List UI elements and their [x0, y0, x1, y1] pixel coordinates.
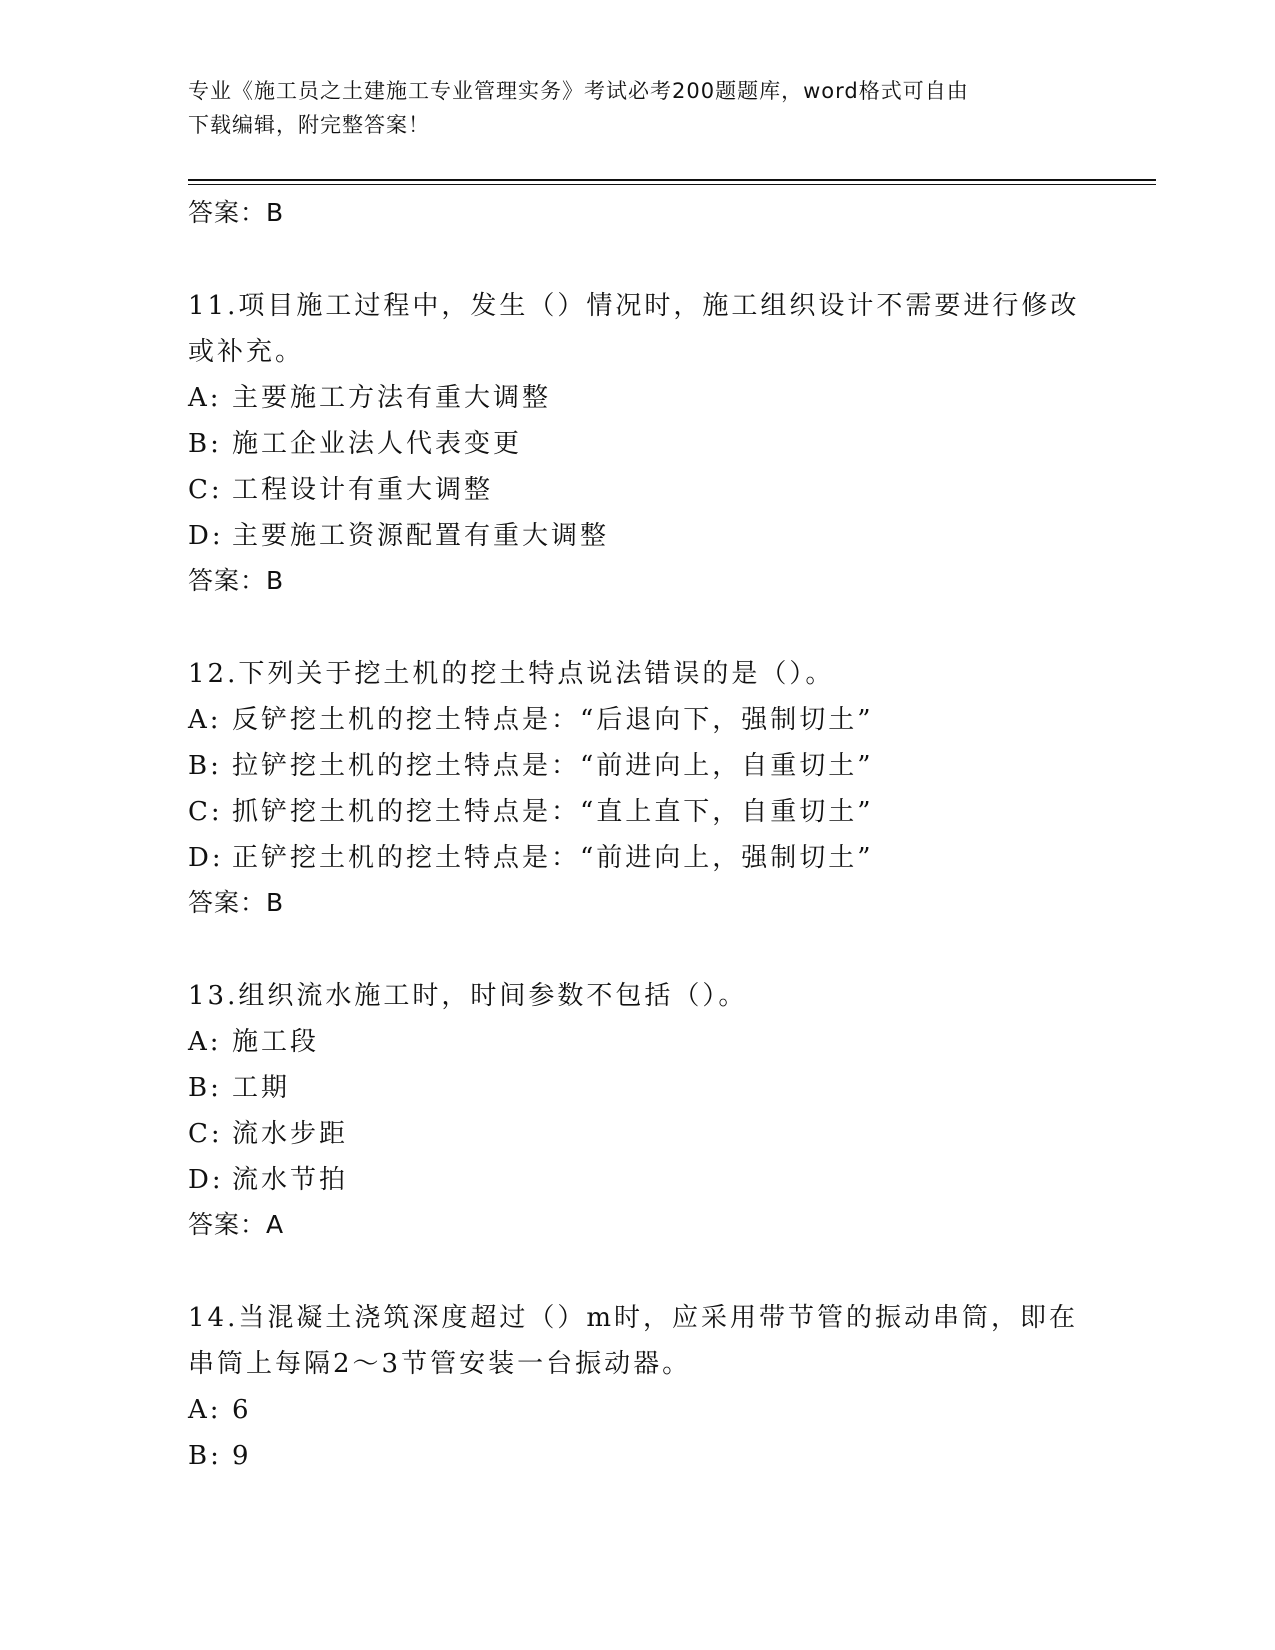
spacer — [188, 1247, 1088, 1295]
option-letter: A: — [188, 383, 222, 413]
option-letter: C: — [188, 797, 223, 827]
option-b — [188, 421, 1088, 467]
option-d — [188, 513, 1088, 559]
question-text: 13.组织流水施工时，时间参数不包括（）。 — [188, 981, 748, 1011]
question-12 — [188, 651, 1088, 925]
option-b — [188, 1433, 1088, 1479]
option-c — [188, 789, 1088, 835]
header-rule-thin — [188, 184, 1156, 185]
option-letter: D: — [188, 843, 224, 873]
option-text: 工程设计有重大调整 — [232, 475, 494, 505]
header-rule-thick — [188, 179, 1156, 181]
option-text: 工期 — [232, 1073, 291, 1103]
option-text: 正铲挖土机的挖土特点是：“前进向上，强制切土” — [232, 843, 874, 873]
option-a — [188, 697, 1088, 743]
question-list — [188, 191, 1088, 1479]
option-a — [188, 375, 1088, 421]
question-text-continued: 串筒上每隔2～3节管安装一台振动器。 — [188, 1349, 692, 1379]
spacer — [188, 603, 1088, 651]
option-letter: A: — [188, 1027, 222, 1057]
option-letter: A: — [188, 1395, 222, 1425]
header-line-1: 专业《施工员之土建施工专业管理实务》考试必考200题题库，word格式可自由 — [188, 79, 969, 103]
option-letter: B: — [188, 429, 222, 459]
option-c — [188, 467, 1088, 513]
question-13 — [188, 973, 1088, 1247]
option-text: 拉铲挖土机的挖土特点是：“前进向上，自重切土” — [232, 751, 874, 781]
header-line-2: 下载编辑，附完整答案！ — [188, 113, 430, 137]
question-text: 11.项目施工过程中，发生（）情况时，施工组织设计不需要进行修改 — [188, 291, 1080, 321]
option-d — [188, 835, 1088, 881]
option-letter: D: — [188, 521, 224, 551]
option-letter: B: — [188, 751, 222, 781]
option-c — [188, 1111, 1088, 1157]
spacer — [188, 925, 1088, 973]
document-header — [188, 74, 1068, 142]
option-text: 主要施工资源配置有重大调整 — [232, 521, 610, 551]
option-text: 反铲挖土机的挖土特点是：“后退向下，强制切土” — [232, 705, 874, 735]
option-a — [188, 1019, 1088, 1065]
option-b — [188, 743, 1088, 789]
question-11 — [188, 283, 1088, 603]
option-letter: B: — [188, 1441, 222, 1471]
question-14 — [188, 1295, 1088, 1479]
answer-line: 答案：B — [188, 888, 285, 917]
option-text: 施工企业法人代表变更 — [232, 429, 523, 459]
option-letter: D: — [188, 1165, 224, 1195]
answer-line: 答案：B — [188, 566, 285, 595]
option-text: 主要施工方法有重大调整 — [232, 383, 552, 413]
option-text: 抓铲挖土机的挖土特点是：“直上直下，自重切土” — [232, 797, 874, 827]
answer-line: 答案：A — [188, 1210, 285, 1239]
option-b — [188, 1065, 1088, 1111]
option-letter: B: — [188, 1073, 222, 1103]
question-text-continued: 或补充。 — [188, 337, 305, 367]
option-d — [188, 1157, 1088, 1203]
option-a — [188, 1387, 1088, 1433]
option-text: 流水步距 — [232, 1119, 349, 1149]
option-letter: C: — [188, 475, 223, 505]
option-text: 6 — [232, 1395, 252, 1425]
option-text: 9 — [232, 1441, 252, 1471]
question-text: 12.下列关于挖土机的挖土特点说法错误的是（）。 — [188, 659, 835, 689]
option-text: 施工段 — [232, 1027, 320, 1057]
option-letter: C: — [188, 1119, 223, 1149]
question-text: 14.当混凝土浇筑深度超过（）m时，应采用带节管的振动串筒，即在 — [188, 1303, 1079, 1333]
answer-line: 答案：B — [188, 198, 285, 227]
spacer — [188, 235, 1088, 283]
option-letter: A: — [188, 705, 222, 735]
option-text: 流水节拍 — [232, 1165, 349, 1195]
